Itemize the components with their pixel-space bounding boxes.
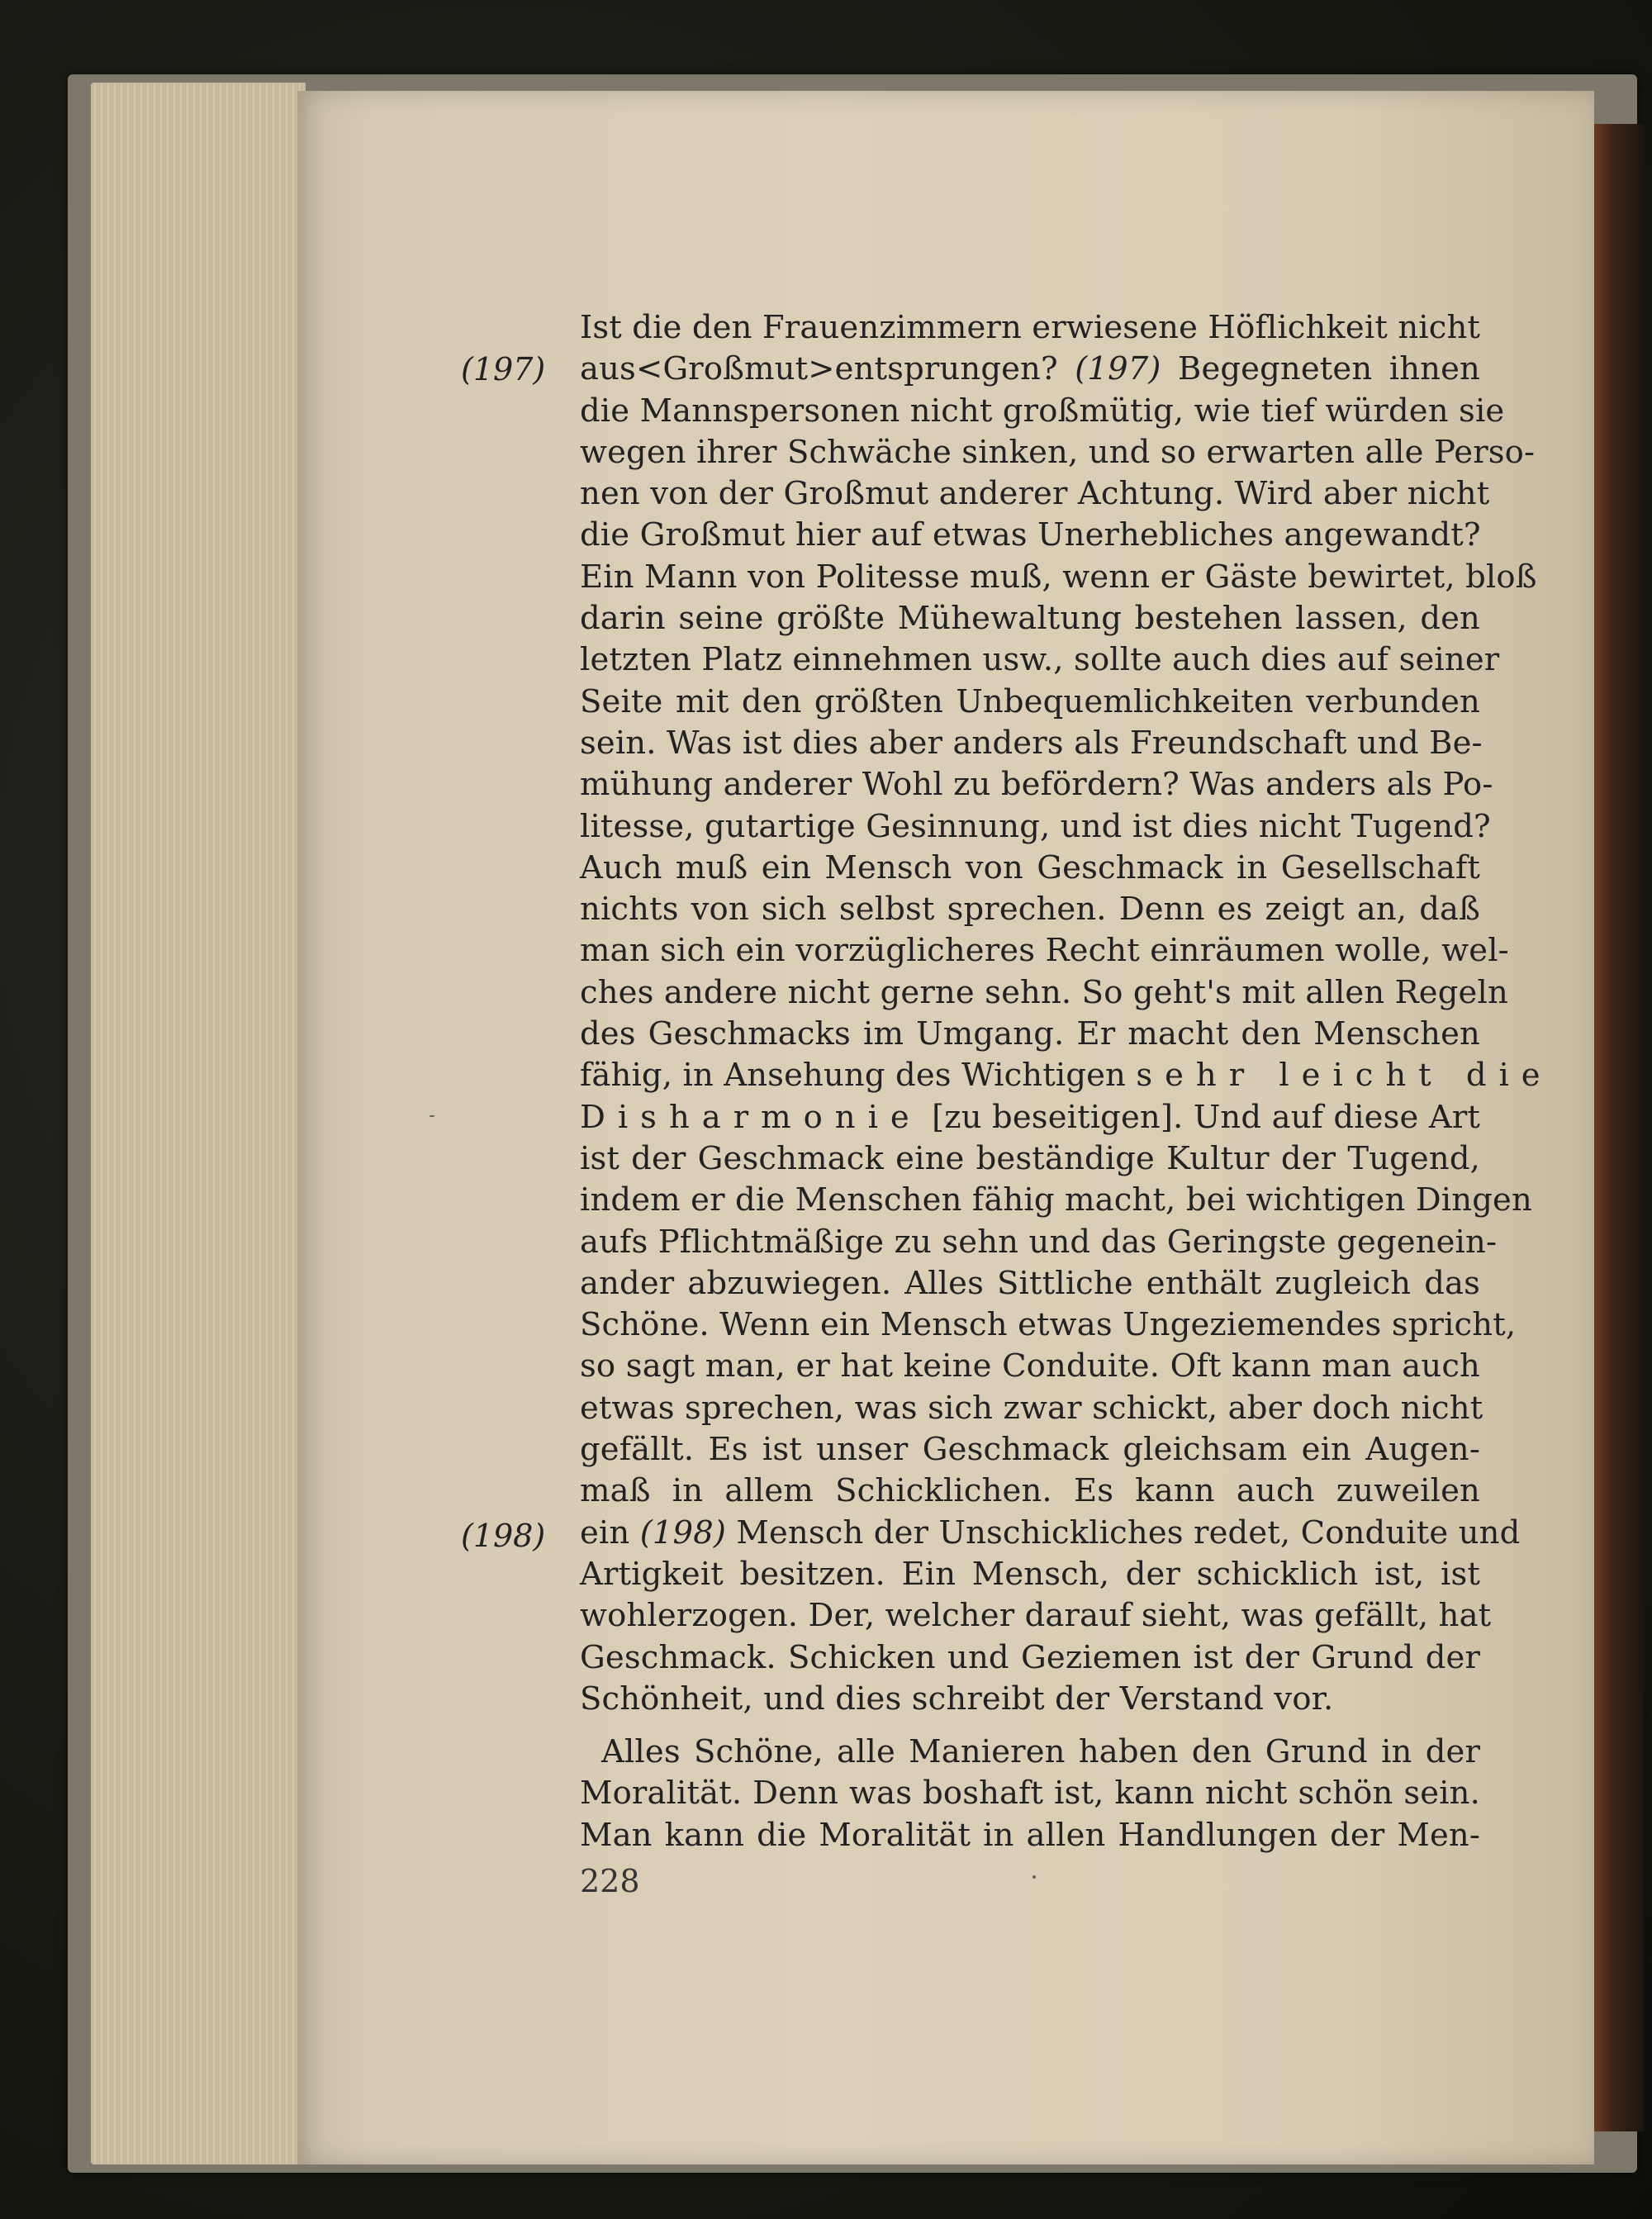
- text-segment: ein: [580, 1513, 630, 1551]
- editorial-insertion: <Großmut>: [635, 350, 835, 388]
- text-line: letzten Platz einnehmen usw., sollte auch dies auf seiner: [580, 641, 1500, 679]
- text-line: maß in allem Schicklichen. Es kann auch zuweilen: [580, 1472, 1480, 1510]
- text-line: wegen ihrer Schwäche sinken, und so erwarten alle Perso-: [580, 433, 1536, 471]
- text-line: nichts von sich selbst sprechen. Denn es zeigt an, daß: [580, 891, 1480, 929]
- text-line: gefällt. Es ist unser Geschmack gleichsam ein Augen-: [580, 1431, 1480, 1469]
- text-line: [580, 1055, 1553, 1096]
- text-line: Ein Mann von Politesse muß, wenn er Gäste bewirtet, bloß: [580, 558, 1537, 596]
- text-line: sein. Was ist dies aber anders als Freundschaft und Be-: [580, 724, 1483, 762]
- text-line: ander abzuwiegen. Alles Sittliche enthält zugleich das: [580, 1264, 1480, 1302]
- page-stack-edges: [91, 83, 306, 2164]
- text-line: indem er die Menschen fähig macht, bei wichtigen Dingen: [580, 1181, 1532, 1219]
- text-segment: Begegneten ihnen: [1178, 350, 1480, 388]
- text-line: Ist die den Frauenzimmern erwiesene Höflichkeit nicht: [580, 309, 1481, 346]
- paper-speck: [1032, 1875, 1036, 1879]
- text-line: man sich ein vorzüglicheres Recht einräumen wolle, wel-: [580, 932, 1509, 970]
- text-line: Auch muß ein Mensch von Geschmack in Gesellschaft: [580, 848, 1480, 886]
- text-line: Moralität. Denn was boshaft ist, kann nicht schön sein.: [580, 1775, 1480, 1813]
- text-line: die Großmut hier auf etwas Unerhebliches angewandt?: [580, 516, 1481, 554]
- text-line: wohlerzogen. Der, welcher darauf sieht, was gefällt, hat: [580, 1597, 1492, 1635]
- inline-page-marker: (197): [1075, 350, 1161, 388]
- body-text: [580, 307, 1553, 1856]
- text-line: mühung anderer Wohl zu befördern? Was anders als Po-: [580, 766, 1493, 804]
- margin-note-197: (197): [461, 351, 546, 387]
- text-line: so sagt man, er hat keine Conduite. Oft kann man auch: [580, 1347, 1480, 1385]
- text-line: Geschmack. Schicken und Geziemen ist der Grund der: [580, 1638, 1480, 1676]
- text-line: [580, 1513, 1521, 1554]
- margin-note-198: (198): [461, 1518, 546, 1554]
- text-line: darin seine größte Mühewaltung bestehen lassen, den: [580, 600, 1480, 638]
- text-line: Seite mit den größten Unbequemlichkeiten verbunden: [580, 682, 1480, 720]
- text-segment: aus: [580, 350, 636, 388]
- text-line: ches andere nicht gerne sehn. So geht's mit allen Regeln: [580, 973, 1508, 1011]
- text-line: Alles Schöne, alle Manieren haben den Grund in der: [601, 1733, 1480, 1771]
- paper-speck: [430, 1115, 434, 1117]
- facing-page-edge: [1594, 124, 1644, 2131]
- inline-page-marker: (198): [639, 1513, 727, 1551]
- text-line: nen von der Großmut anderer Achtung. Wird aber nicht: [580, 475, 1490, 513]
- text-segment: Mensch der Unschickliches redet, Conduite und: [736, 1513, 1521, 1551]
- text-line: die Mannspersonen nicht großmütig, wie tief würden sie: [580, 392, 1505, 430]
- text-line: [580, 1097, 1480, 1138]
- text-line: Schöne. Wenn ein Mensch etwas Ungeziemendes spricht,: [580, 1306, 1517, 1344]
- text-line: des Geschmacks im Umgang. Er macht den Menschen: [580, 1015, 1480, 1053]
- text-line: litesse, gutartige Gesinnung, und ist dies nicht Tugend?: [580, 807, 1491, 845]
- text-segment: fähig, in Ansehung des Wichtigen: [580, 1057, 1126, 1095]
- text-line: ist der Geschmack eine beständige Kultur der Tugend,: [580, 1139, 1480, 1177]
- text-segment: entsprungen?: [834, 350, 1058, 388]
- text-line: [580, 349, 1480, 390]
- text-line: etwas sprechen, was sich zwar schickt, aber doch nicht: [580, 1389, 1483, 1427]
- text-line: Artigkeit besitzen. Ein Mensch, der schicklich ist, ist: [580, 1555, 1480, 1593]
- emphasized-spaced-text: sehr leicht die: [1136, 1057, 1553, 1095]
- text-line: Man kann die Moralität in allen Handlungen der Men-: [580, 1816, 1480, 1854]
- text-line: aufs Pflichtmäßige zu sehn und das Geringste gegenein-: [580, 1223, 1498, 1261]
- page-number: 228: [580, 1863, 640, 1899]
- paragraph-break: [580, 1720, 1480, 1732]
- text-line: Schönheit, und dies schreibt der Verstand vor.: [580, 1680, 1334, 1718]
- emphasized-spaced-text: Disharmonie: [580, 1098, 922, 1136]
- text-segment: [zu beseitigen]. Und auf diese Art: [932, 1098, 1481, 1136]
